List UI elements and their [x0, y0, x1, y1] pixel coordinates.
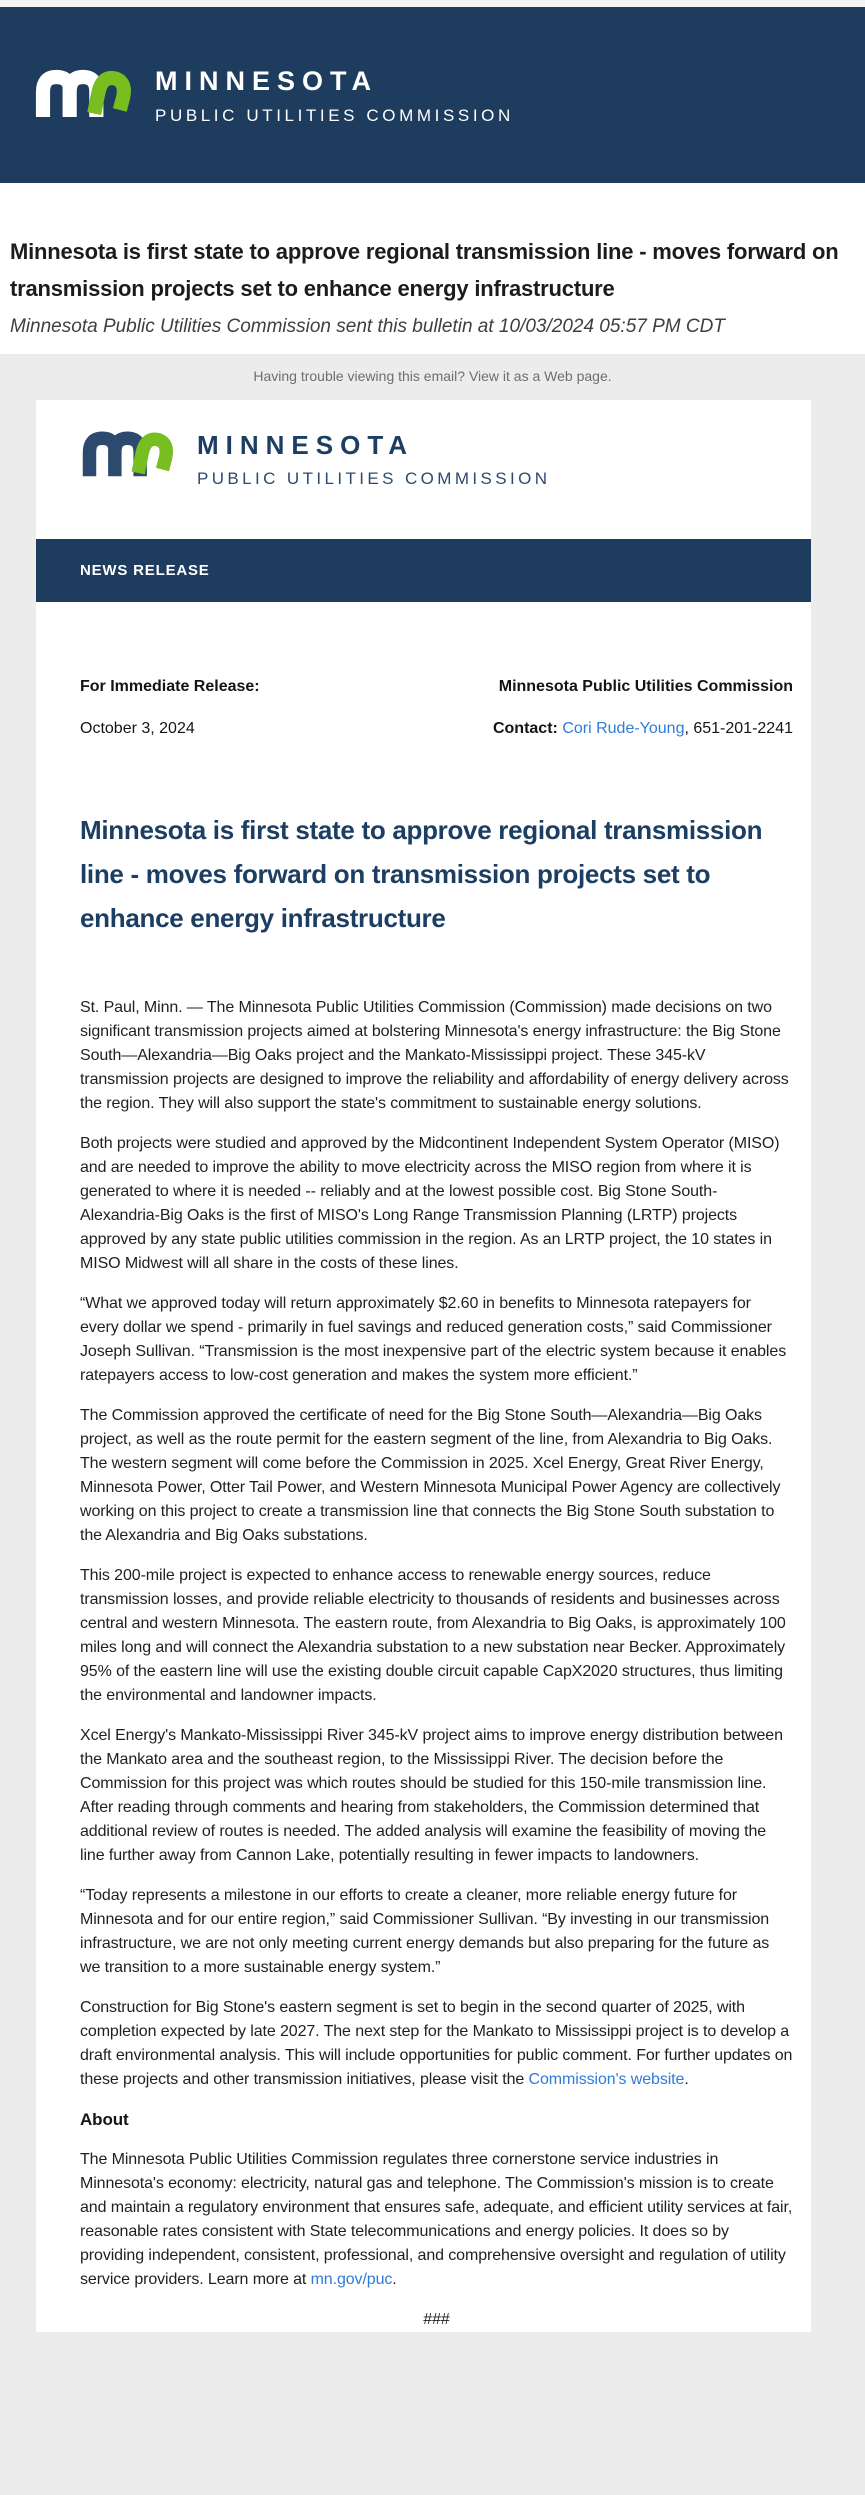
commission-website-link[interactable]: Commission's website	[528, 2071, 685, 2088]
news-release-label: NEWS RELEASE	[80, 562, 210, 579]
paragraph-8	[80, 1996, 793, 2092]
release-date: October 3, 2024	[80, 720, 195, 737]
header-banner	[0, 7, 865, 183]
news-release-card	[36, 400, 811, 2332]
about-period: .	[392, 2271, 397, 2288]
release-body	[80, 996, 793, 2332]
trouble-text: Having trouble viewing this email?	[253, 368, 466, 384]
card-content	[36, 678, 811, 2332]
view-online-line	[0, 354, 865, 400]
brand-name: MINNESOTA	[197, 430, 415, 460]
release-org: Minnesota Public Utilities Commission	[498, 678, 793, 695]
paragraph-4: The Commission approved the certificate of need for the Big Stone South—Alexandria—Big Oaks project, as well as the route permit for the eastern segment of the line, from Alexandria to Big Oaks. The western segment will come before the Commission in 2025. Xcel Energy, Great River Energy, Minnesota Power, Otter Tail Power, and Western Minnesota Municipal Power Agency are collectively working on this project to create a transmission line that connects the Big Stone South substation to the Alexandria and Big Oaks substations.	[80, 1407, 781, 1544]
paragraph-1: St. Paul, Minn. — The Minnesota Public Utilities Commission (Commission) made decisions on two significant transmission projects aimed at bolstering Minnesota's energy infrastructure: the Big Stone South—Alexandria—Big Oaks project and the Mankato-Mississippi project. These 345-kV transmission projects are designed to improve the reliability and affordability of energy delivery across the region. They will also support the state's commitment to sustainable energy solutions.	[80, 999, 789, 1112]
contact-name-link[interactable]: Cori Rude-Young	[562, 720, 685, 737]
contact-line	[493, 720, 793, 738]
brand-division: PUBLIC UTILITIES COMMISSION	[197, 469, 551, 488]
paragraph-3: “What we approved today will return approximately $2.60 in benefits to Minnesota ratepayers for every dollar we spend - primarily in fuel savings and reduced generation costs,” said Commissioner Joseph Sullivan. “Transmission is the most inexpensive part of the electric system because it enables ratepayers access to low-cost generation and makes the system more efficient.”	[80, 1295, 787, 1384]
paragraph-2: Both projects were studied and approved by the Midcontinent Independent System Operator (MISO) and are needed to improve the ability to move electricity across the MISO region from where it is generated to where it is needed -- reliably and at the lowest possible cost. Big Stone South-Alexandria-Big Oaks is the first of MISO's Long Range Transmission Planning (LRTP) projects approved by any state public utilities commission in the region. As an LRTP project, the 10 states in MISO Midwest will all share in the costs of these lines.	[80, 1135, 780, 1272]
view-as-webpage-link[interactable]: View it as a Web page.	[468, 368, 612, 384]
release-row-2	[80, 720, 793, 738]
about-heading: About	[80, 2110, 129, 2129]
mn-state-logo-icon	[80, 426, 175, 479]
email-byline: Minnesota Public Utilities Commission sent this bulletin at 10/03/2024 05:57 PM CDT	[10, 316, 725, 337]
paragraph-5: This 200-mile project is expected to enhance access to renewable energy sources, reduce transmission losses, and provide reliable electricity to thousands of residents and businesses across central and western Minnesota. The eastern route, from Alexandria to Big Oaks, is approximately 100 miles long and will connect the Alexandria substation to a new substation near Becker. Approximately 95% of the eastern line will use the existing double circuit capable CapX2020 structures, thus limiting the environmental and landowner impacts.	[80, 1567, 786, 1704]
paragraph-7: “Today represents a milestone in our efforts to create a cleaner, more reliable energy future for Minnesota and for our entire region,” said Commissioner Sullivan. “By investing in our transmission infrastructure, we are not only meeting current energy demands but also preparing for the future as we transition to a more sustainable energy system.”	[80, 1887, 770, 1976]
header-wordmark	[155, 64, 514, 126]
for-immediate-release-label: For Immediate Release:	[80, 678, 260, 695]
contact-label: Contact:	[492, 720, 558, 737]
release-row-1	[80, 678, 793, 696]
paragraph-6: Xcel Energy's Mankato-Mississippi River 345-kV project aims to improve energy distribution between the Mankato area and the southeast region, to the Mississippi River. The decision before the Commission for this project was which routes should be studied for this 150-mile transmission line. After reading through comments and hearing from stakeholders, the Commission determined that additional review of routes is needed. The added analysis will examine the feasibility of moving the line further away from Cannon Lake, potentially resulting in fewer impacts to landowners.	[80, 1727, 783, 1864]
card-wordmark	[197, 426, 550, 489]
brand-name: MINNESOTA	[155, 66, 378, 96]
email-header	[0, 183, 865, 338]
paragraph-8-text: Construction for Big Stone's eastern segment is set to begin in the second quarter of 2025, with completion expected by late 2027. The next step for the Mankato to Mississippi project is to develop a draft environmental analysis. This will include opportunities for public comment. For further updates on these projects and other transmission initiatives, please visit the	[80, 1999, 793, 2088]
contact-phone: , 651-201-2241	[684, 720, 793, 737]
release-info	[80, 678, 793, 738]
header-brand	[33, 64, 514, 126]
brand-division: PUBLIC UTILITIES COMMISSION	[155, 106, 514, 125]
release-title: Minnesota is first state to approve regional transmission line - moves forward on transmission projects set to enhance energy infrastructure	[80, 815, 763, 933]
about-text: The Minnesota Public Utilities Commission regulates three cornerstone service industries in Minnesota's economy: electricity, natural gas and telephone. The Commission's mission is to create and maintain a regulatory environment that ensures safe, adequate, and efficient utility services at fair, reasonable rates consistent with State telecommunications and energy policies. It does so by providing independent, consistent, professional, and comprehensive oversight and regulation of utility service providers. Learn more at	[80, 2151, 793, 2288]
end-mark: ###	[423, 2311, 450, 2328]
top-margin-strip	[0, 0, 865, 7]
mn-gov-puc-link[interactable]: mn.gov/puc	[310, 2271, 393, 2288]
email-headline: Minnesota is first state to approve regional transmission line - moves forward on transmission projects set to enhance energy infrastructure	[10, 239, 839, 301]
about-paragraph	[80, 2148, 793, 2292]
email-body-background	[0, 354, 865, 2495]
card-brand	[36, 426, 811, 489]
paragraph-8-period: .	[684, 2071, 689, 2088]
mn-state-logo-icon	[33, 64, 133, 120]
news-release-bar	[36, 539, 811, 602]
